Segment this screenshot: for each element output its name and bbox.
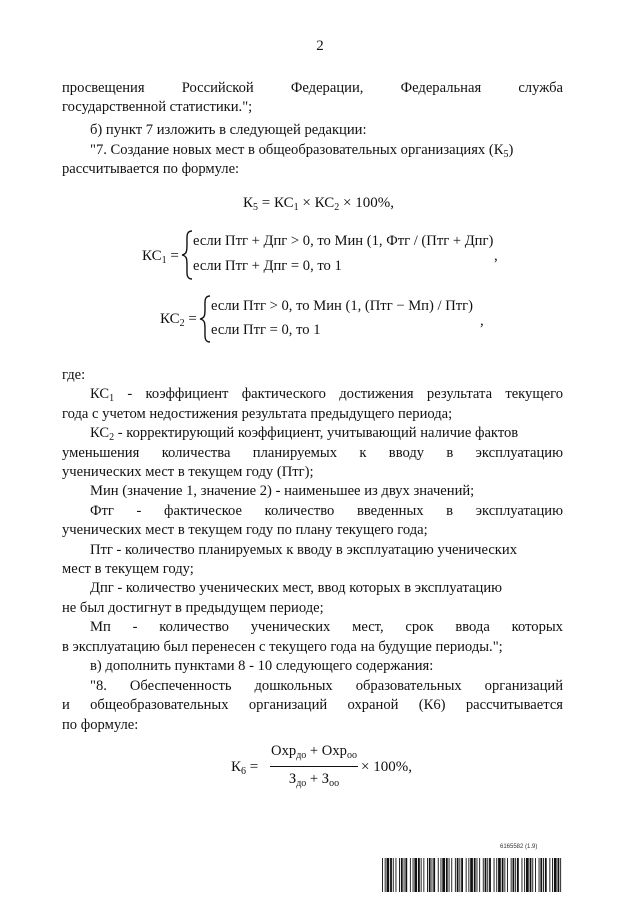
text-ftg-def-2: ученических мест в текущем году по плану текущего года; [62,522,428,538]
word: Федерации, [290,80,364,96]
word: "8. [90,678,107,694]
text-p8-3: по формуле: [62,717,139,733]
word: Российской [181,80,254,96]
brace-icon [180,229,194,281]
formula-text: × КС [298,195,335,211]
formula-ks1-trail: , [494,248,498,264]
subscript: оо [346,750,357,761]
word: общеобразовательных [90,697,229,713]
word: планируемых [252,445,338,461]
word: Фтг [90,503,114,519]
word: уменьшения [62,445,140,461]
subscript: 1 [293,202,299,213]
word: к [359,445,367,461]
formula-ks2-lhs [160,311,197,329]
barcode-id: 6165582 (1.9) [500,844,538,850]
word: служба [518,80,563,96]
formula-text: = [188,311,197,327]
text-dpg-def-2: не был достигнут в предыдущем периоде; [62,600,324,616]
word: вводу [388,445,425,461]
fraction-bar [270,766,358,767]
word: Федеральная [400,80,482,96]
text-mp-def [90,618,563,636]
text-line-1 [62,79,563,97]
text-gde: где: [62,367,86,383]
subscript: 2 [179,318,185,329]
word: введенных [356,503,424,519]
text-min-def: Мин (значение 1, значение 2) - наименьшее из двух значений; [90,483,475,499]
subscript: оо [329,778,340,789]
word: эксплуатацию [475,503,564,519]
text-ftg-def [90,502,563,520]
text-dpg-def: Дпг - количество ученических мест, ввод которых в эксплуатацию [90,580,503,596]
word: охраной [347,697,399,713]
formula-text: + Охр [306,743,347,759]
word: количества [161,445,231,461]
formula-k6-lhs [231,759,258,777]
word: образовательных [355,678,462,694]
text-ptg-def: Птг - количество планируемых к вводу в эксплуатацию ученических [90,542,518,558]
text-span: КС [90,425,110,441]
text-span: - коэффициент фактического достижения результата текущего [114,386,563,402]
subscript: до [296,778,307,789]
subscript: до [296,750,307,761]
word: Обеспеченность [129,678,232,694]
subscript: 5 [253,202,259,213]
formula-text: = [249,759,259,775]
formula-text: × 100%, [339,195,394,211]
text-span: "7. Создание новых мест в общеобразовательных организациях (К [90,142,504,158]
word: - [132,619,138,635]
formula-text: = КС [258,195,294,211]
word: фактическое [164,503,243,519]
text-ks1-def-cont: года с учетом недостижения результата предыдущего периода; [62,406,453,422]
text-span: ) [508,142,514,158]
formula-text: + З [306,771,330,787]
word: организаций [248,697,328,713]
subscript: 2 [109,432,115,443]
word: ввода [455,619,490,635]
page-number: 2 [316,38,324,54]
formula-text: = [170,248,179,264]
formula-k6-denominator [270,771,358,789]
word: просвещения [62,80,145,96]
formula-text: КС [142,248,162,264]
subscript: 2 [334,202,340,213]
word: дошкольных [254,678,333,694]
word: в [446,503,454,519]
formula-ks1-case2: если Птг + Дпг = 0, то 1 [193,258,342,274]
word: Мп [90,619,111,635]
word: (К6) [418,697,446,713]
formula-text: К [231,759,242,775]
formula-ks1-case1: если Птг + Дпг > 0, то Мин (1, Фтг / (Птг + Дпг) [193,233,494,249]
subscript: 6 [241,766,247,777]
word: количество [159,619,229,635]
formula-ks2-trail: , [480,313,484,329]
text-span: КС [90,386,110,402]
word: в [446,445,454,461]
text-span: - корректирующий коэффициент, учитывающий наличие фактов [114,425,519,441]
formula-k6-numerator [270,743,358,761]
text-ks2-def-3: ученических мест в текущем году (Птг); [62,464,314,480]
word: и [62,697,70,713]
barcode-icon [382,858,562,892]
text-mp-def-2: в эксплуатацию был перенесен с текущего года на будущие периоды."; [62,639,503,655]
formula-ks2-case1: если Птг > 0, то Мин (1, (Птг − Мп) / Птг) [211,298,473,314]
text-line-3: б) пункт 7 изложить в следующей редакции: [90,122,367,138]
formula-text: Охр [271,743,297,759]
word: которых [511,619,563,635]
subscript: 5 [503,149,509,160]
text-v: в) дополнить пунктами 8 - 10 следующего содержания: [90,658,434,674]
formula-k6-tail: × 100%, [361,759,412,775]
formula-text: З [288,771,297,787]
text-ptg-def-2: мест в текущем году; [62,561,194,577]
text-line-2: государственной статистики."; [62,99,253,115]
word: эксплуатацию [475,445,563,461]
word: - [136,503,142,519]
text-p8-1 [90,677,563,695]
formula-text: К [243,195,254,211]
text-ks2-def-2 [62,444,563,462]
brace-icon [198,294,212,344]
subscript: 1 [161,255,167,266]
word: мест, [352,619,384,635]
formula-ks1-lhs [142,248,179,266]
word: количество [264,503,335,519]
subscript: 1 [109,393,115,404]
word: срок [405,619,434,635]
word: ученических [250,619,331,635]
text-p8-2 [62,696,563,714]
word: рассчитывается [465,697,564,713]
formula-ks2-case2: если Птг = 0, то 1 [211,322,321,338]
formula-k5 [243,195,394,213]
text-line-5: рассчитывается по формуле: [62,161,240,177]
word: организаций [484,678,564,694]
formula-text: КС [160,311,180,327]
